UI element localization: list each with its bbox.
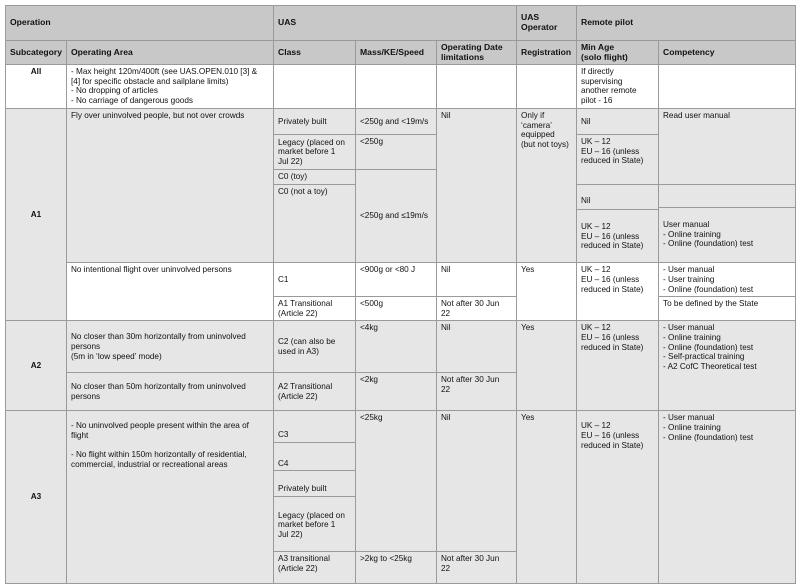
a2-date-limit: Nil <box>437 321 517 373</box>
class-privately-built-a3: Privately built <box>274 480 355 497</box>
empty-cell <box>356 65 437 109</box>
a2-operating-area-2: No closer than 50m horizontally from uninvolved persons <box>67 373 274 411</box>
uas-operations-table <box>5 5 796 584</box>
a1-competency-online-2: - User manual - User training - Online (foundation) test <box>659 263 796 297</box>
table-row <box>6 109 796 135</box>
a2-min-age: UK – 12 EU – 16 (unless reduced in State) <box>577 321 659 411</box>
a1-min-age-uk-1: UK – 12 EU – 16 (unless reduced in State) <box>577 135 659 185</box>
mass-header: Mass/KE/Speed <box>356 41 437 65</box>
all-min-age: If directly supervising another remote pilot - 16 <box>577 65 659 109</box>
a3-date-limit: Nil <box>437 411 517 552</box>
a1-min-age-nil-1: Nil <box>577 109 659 135</box>
a1-competency-stack <box>659 184 796 263</box>
a1-competency-state: To be defined by the State <box>659 297 796 321</box>
header-row-sub <box>6 41 796 65</box>
subcategory-a2: A2 <box>6 321 67 411</box>
a1-operating-area-1: Fly over uninvolved people, but not over crowds <box>67 109 274 263</box>
uas-operator-header: UAS Operator <box>517 6 577 41</box>
a1-registration-1: Only if ‘camera’ equipped (but not toys) <box>517 109 577 263</box>
class-c0-toy: C0 (toy) <box>274 170 356 185</box>
a1-min-age-uk-2: UK – 12 EU – 16 (unless reduced in State) <box>581 221 644 251</box>
a3-date-transitional: Not after 30 Jun 22 <box>437 552 517 584</box>
mass-privately-built: <250g and <19m/s <box>356 109 437 135</box>
registration-header: Registration <box>517 41 577 65</box>
a1-min-age-uk-3: UK – 12 EU – 16 (unless reduced in State) <box>577 263 659 321</box>
table-row <box>6 411 796 552</box>
table-row-all <box>6 65 796 109</box>
a1-competency-read: Read user manual <box>659 109 796 185</box>
a1-competency-online-1: User manual - Online training - Online (foundation) test <box>663 219 754 249</box>
a2-operating-area-1: No closer than 30m horizontally from uninvolved persons (5m in ‘low speed’ mode) <box>67 321 274 373</box>
min-age-header: Min Age (solo flight) <box>577 41 659 65</box>
a1-registration-2: Yes <box>517 263 577 321</box>
table-row <box>6 321 796 373</box>
mass-c0: <250g and ≤19m/s <box>356 170 437 263</box>
mass-c1: <900g or <80 J <box>356 263 437 297</box>
class-a2-transitional: A2 Transitional (Article 22) <box>274 373 356 411</box>
a1-min-age-nil-2: Nil <box>577 194 658 210</box>
class-header: Class <box>274 41 356 65</box>
a2-competency: - User manual - Online training - Online (foundation) test - Self-practical training - A2 CofC Theoretical test <box>659 321 796 411</box>
operation-header: Operation <box>6 6 274 41</box>
mass-a2-transitional: <2kg <box>356 373 437 411</box>
a1-min-age-stack <box>577 184 659 263</box>
uas-header: UAS <box>274 6 517 41</box>
subcategory-a3: A3 <box>6 411 67 584</box>
a3-min-age: UK – 12 EU – 16 (unless reduced in State) <box>577 411 659 584</box>
class-c4: C4 <box>274 453 355 471</box>
remote-pilot-header: Remote pilot <box>577 6 796 41</box>
header-row-top <box>6 6 796 41</box>
a1-date-limit-1: Nil <box>437 109 517 263</box>
regulation-table-frame <box>5 5 795 573</box>
class-c1: C1 <box>274 263 356 297</box>
a3-operating-area: - No uninvolved people present within the area of flight - No flight within 150m horizontally of residential, commercial, industrial or recreational areas <box>67 411 274 584</box>
competency-header: Competency <box>659 41 796 65</box>
all-operating-area: - Max height 120m/400ft (see UAS.OPEN.010 [3] & [4] for specific obstacle and sailplane limits) - No dropping of articles - No carriage of dangerous goods <box>67 65 274 109</box>
operating-area-header: Operating Area <box>67 41 274 65</box>
mass-c2: <4kg <box>356 321 437 373</box>
a1-operating-area-2: No intentional flight over uninvolved persons <box>67 263 274 321</box>
class-a1-transitional: A1 Transitional (Article 22) <box>274 297 356 321</box>
class-a3-transitional: A3 transitional (Article 22) <box>274 552 356 584</box>
subcategory-a1: A1 <box>6 109 67 321</box>
a1-date-transitional: Not after 30 Jun 22 <box>437 297 517 321</box>
date-limits-header: Operating Date limitations <box>437 41 517 65</box>
mass-legacy: <250g <box>356 135 437 170</box>
mass-a3: <25kg <box>356 411 437 552</box>
a3-registration: Yes <box>517 411 577 584</box>
empty-cell <box>274 65 356 109</box>
class-privately-built: Privately built <box>274 109 356 135</box>
class-c0: C0 (not a toy) <box>274 184 356 263</box>
a1-date-limit-2: Nil <box>437 263 517 297</box>
table-row <box>6 263 796 297</box>
empty-cell <box>659 65 796 109</box>
subcategory-all: All <box>6 65 67 109</box>
mass-a1-transitional: <500g <box>356 297 437 321</box>
class-legacy: Legacy (placed on market before 1 Jul 22) <box>274 135 356 170</box>
empty-cell <box>437 65 517 109</box>
a3-class-stack <box>274 411 356 552</box>
mass-a3-transitional: >2kg to <25kg <box>356 552 437 584</box>
subcategory-header: Subcategory <box>6 41 67 65</box>
class-c3: C3 <box>274 421 355 443</box>
a2-date-transitional: Not after 30 Jun 22 <box>437 373 517 411</box>
empty-cell <box>517 65 577 109</box>
a3-competency: - User manual - Online training - Online (foundation) test <box>659 411 796 584</box>
a2-registration: Yes <box>517 321 577 411</box>
class-c2: C2 (can also be used in A3) <box>274 321 356 373</box>
empty-cell <box>659 194 795 208</box>
class-legacy-a3: Legacy (placed on market before 1 Jul 22) <box>278 510 345 539</box>
